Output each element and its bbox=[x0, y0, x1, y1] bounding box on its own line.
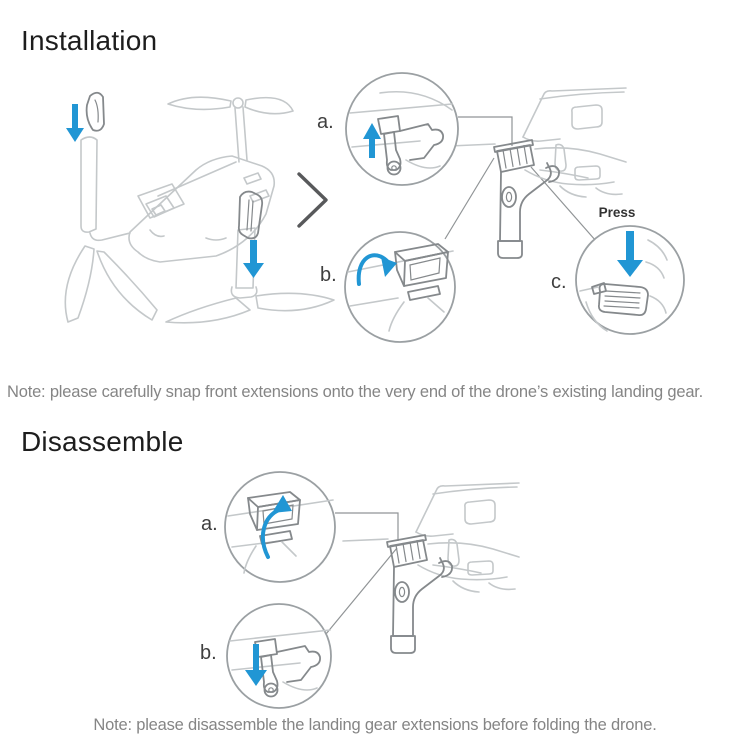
installation-title: Installation bbox=[21, 25, 158, 56]
install-arrow-down-left-icon bbox=[66, 104, 84, 142]
chevron-right-icon bbox=[299, 174, 326, 226]
install-step-label-a: a. bbox=[317, 111, 334, 133]
install-detail-circle-a bbox=[346, 73, 458, 185]
disassemble-step-label-b: b. bbox=[200, 642, 217, 664]
install-step-label-b: b. bbox=[320, 264, 337, 286]
disassemble-title: Disassemble bbox=[21, 426, 184, 457]
install-arrow-down-right-icon bbox=[243, 240, 264, 278]
installation-note: Note: please carefully snap front extensions onto the very end of the drone’s existing landing gear. bbox=[7, 383, 704, 401]
disassemble-note: Note: please disassemble the landing gear extensions before folding the drone. bbox=[93, 716, 657, 734]
press-label: Press bbox=[598, 205, 636, 220]
disassemble-connector-lines bbox=[326, 513, 398, 634]
disassemble-step-label-a: a. bbox=[201, 513, 218, 535]
disassemble-detail-circle-b bbox=[227, 604, 331, 708]
drone-overview-art bbox=[65, 97, 334, 323]
install-step-label-c: c. bbox=[551, 271, 567, 293]
